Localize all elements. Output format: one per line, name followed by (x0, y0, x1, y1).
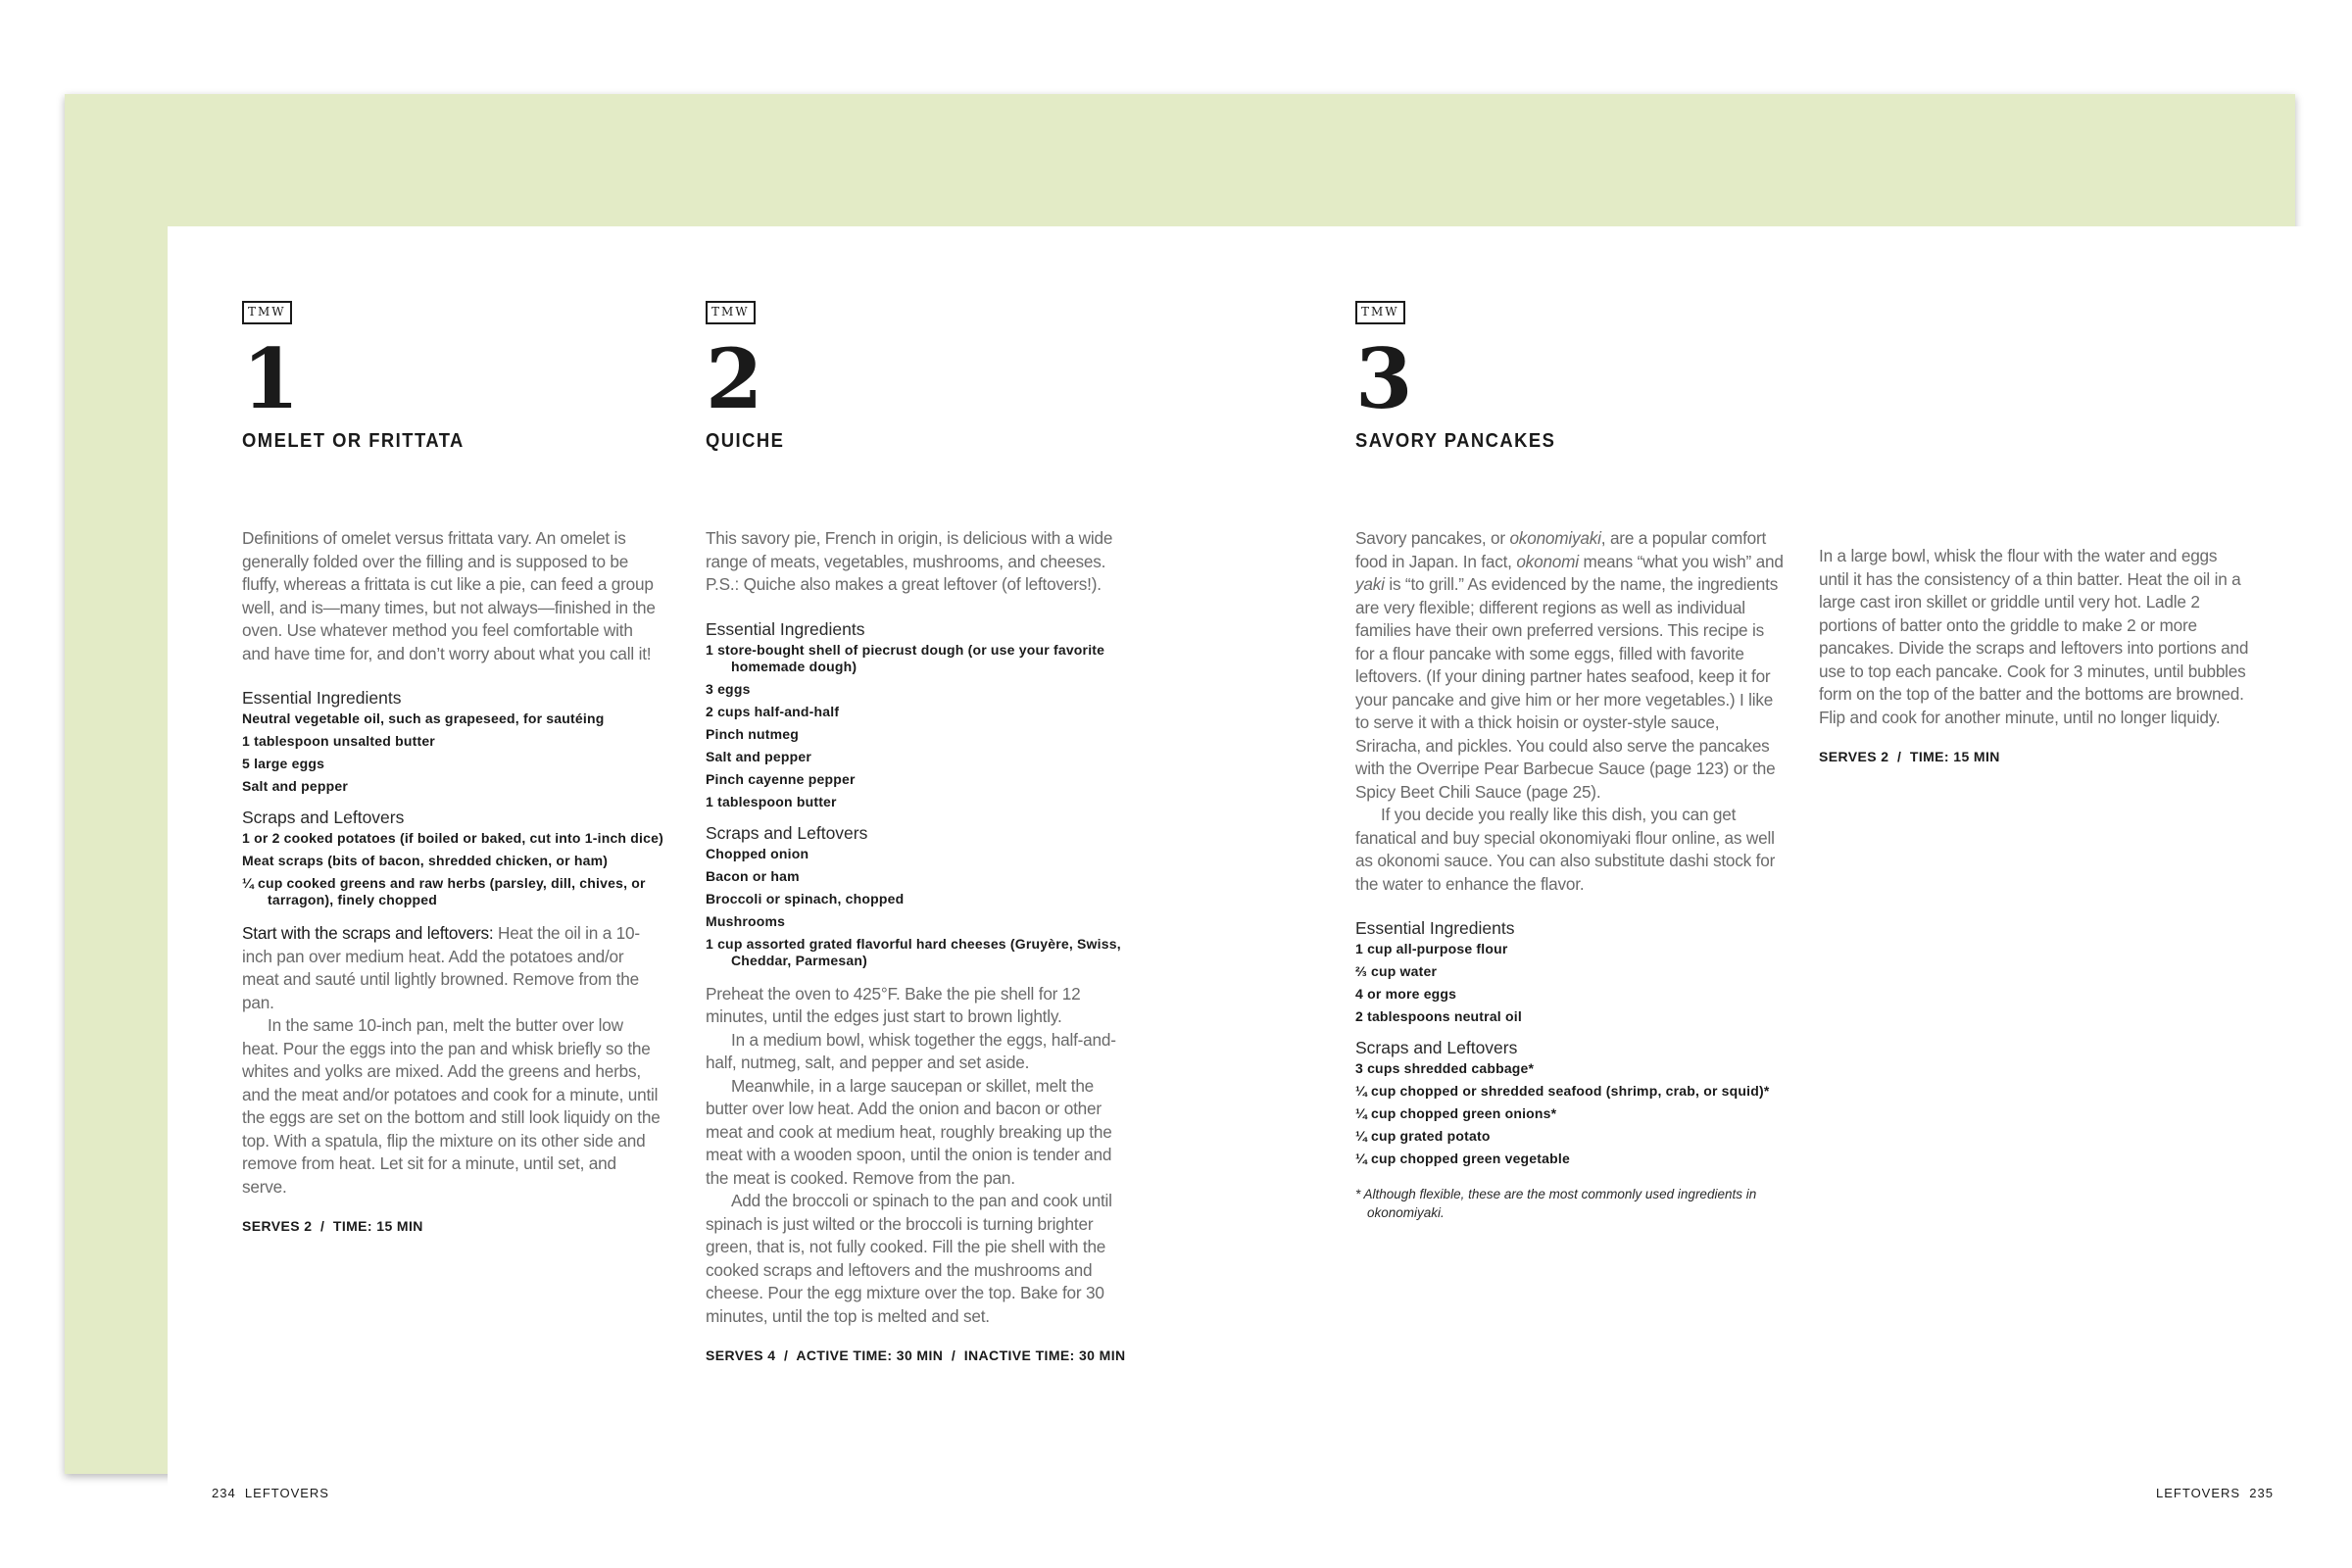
method-paragraph: Add the broccoli or spinach to the pan and cook until spinach is just wilted or the broccoli is turning brighter green, that is, not fully cooked. Fill the pie shell with the cooked scraps and leftovers and the mushrooms and cheese. Pour the egg mixture over the top. Bake for 30 minutes, until the top is melted and set. (706, 1191, 1112, 1326)
ingredient: 1 or 2 cooked potatoes (if boiled or baked, cut into 1-inch dice) (242, 830, 663, 846)
ingredient: 1 store-bought shell of piecrust dough (or use your favorite homemade dough) (706, 641, 1105, 674)
page-area (168, 226, 2318, 1526)
essential-list (706, 642, 1137, 810)
intro-italic: okonomi (1516, 551, 1579, 571)
ingredient: 1 tablespoon butter (706, 793, 837, 809)
ingredient: Broccoli or spinach, chopped (706, 890, 905, 906)
footnote: * Although flexible, these are the most commonly used ingredients in okonomiyaki. (1355, 1187, 1757, 1220)
tmw-badge: TMW (706, 301, 756, 324)
method-paragraph: In the same 10-inch pan, melt the butter over low heat. Pour the eggs into the pan and whisk briefly so the whites and yolks are mixed. Add the greens and herbs, and the meat and/or potatoes and cook for a minute, until the eggs are set on the bottom and still look liquidy on the top. With a spatula, flip the mixture on its other side and remove from heat. Let sit for a minute, until set, and serve. (242, 1015, 661, 1197)
recipe-quiche (706, 301, 1137, 1363)
method-lead: Start with the scraps and leftovers: (242, 923, 494, 943)
recipe-title: SAVORY PANCAKES (1355, 430, 1556, 452)
ingredient: 1 cup assorted grated flavorful hard cheeses (Gruyère, Swiss, Cheddar, Parmesan) (706, 935, 1121, 968)
method-paragraph: Meanwhile, in a large saucepan or skillet, melt the butter over low heat. Add the onion and bacon or other meat and cook at medium heat, roughly breaking up the meat with a wooden spoon, until the onion is tender and the meat is cooked. Remove from the pan. (706, 1075, 1112, 1188)
method-paragraph: In a large bowl, whisk the flour with the water and eggs until it has the consistency of a thin batter. Heat the oil in a large cast iron skillet or griddle until very hot. Ladle 2 portions of batter onto the griddle to make 2 or more pancakes. Divide the scraps and leftovers into portions and use to top each pancake. Cook for 3 minutes, until bubbles form on the top of the batter and the bottoms are browned. Flip and cook for another minute, until no longer liquidy. (1819, 546, 2249, 727)
ingredient: Meat scraps (bits of bacon, shredded chicken, or ham) (242, 853, 609, 868)
ingredient: Salt and pepper (706, 748, 812, 764)
method-text (242, 922, 663, 1199)
folio-right: LEFTOVERS 235 (2156, 1486, 2274, 1500)
ingredient: 3 cups shredded cabbage* (1355, 1060, 1535, 1076)
essential-heading: Essential Ingredients (242, 688, 402, 708)
method-paragraph: In a medium bowl, whisk together the eggs, half-and-half, nutmeg, salt, and pepper and set aside. (706, 1029, 1116, 1072)
recipe-pancakes (1355, 301, 1787, 1222)
intro-paragraph-2: If you decide you really like this dish, you can get fanatical and buy special okonomiyaki flour online, as well as okonomi sauce. You can also substitute dashi stock for the water to enhance the flavor. (1355, 805, 1776, 894)
essential-heading: Essential Ingredients (1355, 918, 1515, 938)
ingredient: 1 cup all-purpose flour (1355, 941, 1508, 956)
ingredient: 5 large eggs (242, 756, 325, 771)
ingredient: Mushrooms (706, 912, 786, 929)
method-text (706, 983, 1137, 1329)
method-paragraph: Preheat the oven to 425°F. Bake the pie shell for 12 minutes, until the edges just start to brown lightly. (706, 983, 1081, 1026)
serves-line: SERVES 4 / ACTIVE TIME: 30 MIN / INACTIVE TIME: 30 MIN (706, 1348, 1126, 1363)
intro-italic: okonomiyaki (1509, 528, 1601, 548)
intro-text: , are a popular comfort food in Japan. In fact, (1355, 528, 1767, 571)
scraps-list (1355, 1060, 1787, 1167)
ingredient: Pinch cayenne pepper (706, 770, 856, 787)
recipe-intro: Definitions of omelet versus frittata vary. An omelet is generally folded over the filling and is supposed to be fluffy, whereas a frittata is cut like a pie, can feed a group well, and is—many times, but not always—finished in the oven. Use whatever method you feel comfortable with and have time for, and don’t worry about what you call it! (242, 528, 656, 663)
intro-italic: yaki (1355, 574, 1385, 594)
book-spread (65, 94, 2295, 1500)
method-paragraph: Heat the oil in a 10-inch pan over medium heat. Add the potatoes and/or meat and sauté until lightly browned. Remove from the pan. (242, 923, 640, 1012)
scraps-list (706, 846, 1137, 969)
intro-text: means “what you wish” and (1578, 551, 1784, 571)
essential-list (1355, 941, 1787, 1025)
ingredient: 2 cups half-and-half (706, 703, 840, 719)
ingredient: ¼ cup cooked greens and raw herbs (parsley, dill, chives, or tarragon), finely chopped (242, 875, 646, 907)
ingredient: ¼ cup chopped green onions* (1355, 1105, 1557, 1121)
recipe-number: 3 (1355, 330, 1411, 427)
recipe-number: 2 (706, 330, 761, 427)
tmw-badge: TMW (1355, 301, 1405, 324)
scraps-list (242, 830, 663, 908)
recipe-intro: This savory pie, French in origin, is delicious with a wide range of meats, vegetables, mushrooms, and cheeses. P.S.: Quiche also makes a great leftover (of leftovers!). (706, 528, 1113, 594)
ingredient: ¼ cup chopped green vegetable (1355, 1151, 1570, 1166)
ingredient: Salt and pepper (242, 778, 349, 794)
ingredient: 4 or more eggs (1355, 986, 1457, 1002)
ingredient: Pinch nutmeg (706, 725, 799, 742)
scraps-heading: Scraps and Leftovers (242, 808, 405, 827)
recipe-number: 1 (242, 330, 298, 427)
recipe-title: QUICHE (706, 430, 785, 452)
essential-list (242, 710, 663, 795)
recipe-omelet (242, 301, 663, 1234)
recipe-pancakes-method (1819, 545, 2250, 764)
essential-heading: Essential Ingredients (706, 618, 865, 639)
ingredient: ¼ cup grated potato (1355, 1128, 1491, 1144)
ingredient: ⅔ cup water (1355, 963, 1438, 979)
serves-line: SERVES 2 / TIME: 15 MIN (1819, 749, 2000, 764)
tmw-badge: TMW (242, 301, 292, 324)
ingredient: 3 eggs (706, 680, 751, 697)
intro-text: Savory pancakes, or (1355, 528, 1510, 548)
recipe-title: OMELET OR FRITTATA (242, 430, 465, 452)
scraps-heading: Scraps and Leftovers (706, 822, 868, 843)
ingredient: ¼ cup chopped or shredded seafood (shrimp, crab, or squid)* (1355, 1083, 1770, 1099)
ingredient: Chopped onion (706, 845, 809, 861)
scraps-heading: Scraps and Leftovers (1355, 1038, 1518, 1057)
ingredient: 2 tablespoons neutral oil (1355, 1008, 1522, 1024)
intro-text: is “to grill.” As evidenced by the name, the ingredients are very flexible; different regions as well as individual families have their own preferred versions. This recipe is for a flour pancake with some eggs, filled with favorite leftovers. (If your dining partner hates seafood, keep it for your pancake and give him or her more vegetables.) I like to serve it with a thick hoisin or oyster-style sauce, Sriracha, and pickles. You could also serve the pancakes with the Overripe Pear Barbecue Sauce (page 123) or the Spicy Beet Chili Sauce (page 25). (1355, 574, 1779, 802)
ingredient: Bacon or ham (706, 867, 800, 884)
folio-left: 234 LEFTOVERS (212, 1486, 329, 1500)
ingredient: Neutral vegetable oil, such as grapeseed, for sautéing (242, 710, 605, 726)
ingredient: 1 tablespoon unsalted butter (242, 733, 435, 749)
recipe-intro (1355, 527, 1787, 896)
serves-line: SERVES 2 / TIME: 15 MIN (242, 1218, 423, 1234)
